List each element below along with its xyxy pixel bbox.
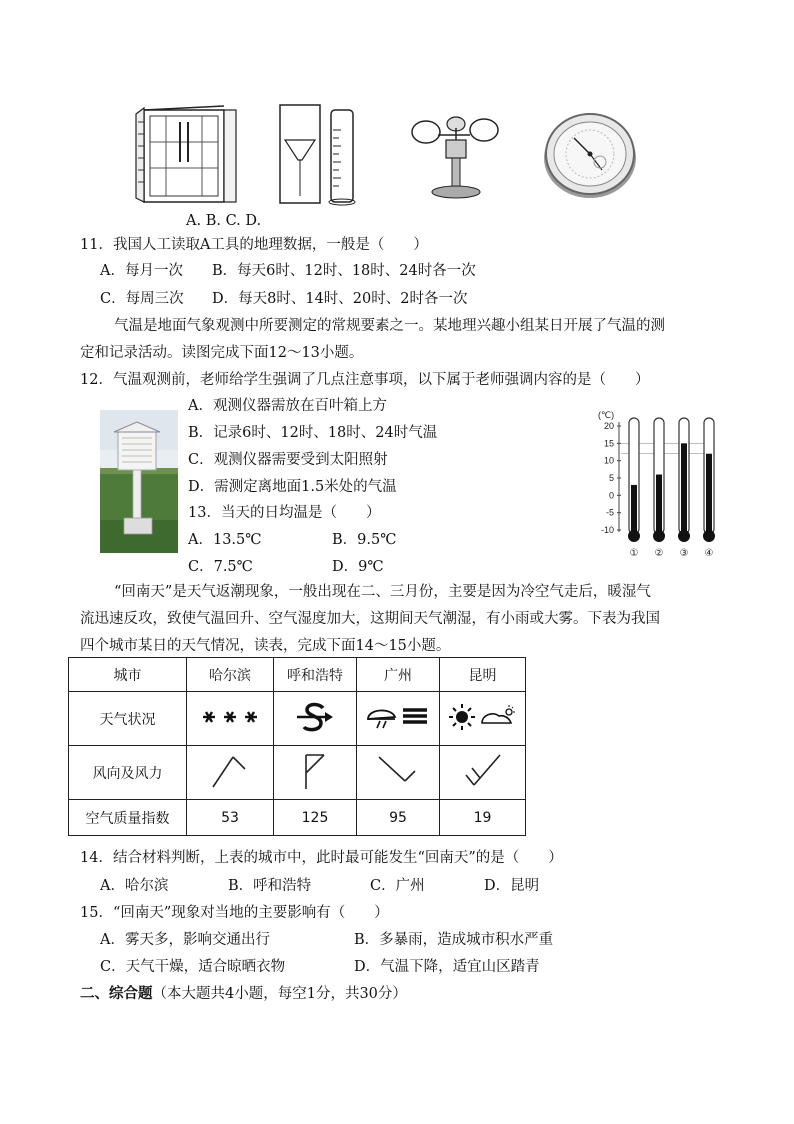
q13-option-d: D．9℃ <box>332 559 384 575</box>
thermometer-chart <box>592 408 727 560</box>
thermo-tick-label: 20 <box>603 421 614 431</box>
q13-option-a: A．13.5℃ <box>188 532 262 548</box>
q15-stem: 15．“回南天”现象对当地的主要影响有（ ） <box>80 905 389 921</box>
q13-stem: 13．当天的日均温是（ ） <box>188 505 381 521</box>
thermo-tick-label: -10 <box>600 525 614 535</box>
q14-option-a: A．哈尔滨 <box>100 878 169 894</box>
thermo-tick-label: 10 <box>603 455 614 466</box>
q11-option-c: C．每周三次 <box>100 291 184 307</box>
thermometer-label: ③ <box>679 548 689 559</box>
wind-barb-icon <box>290 751 340 791</box>
header-city: 城市 <box>69 658 187 692</box>
wind-barb-icon <box>458 751 508 791</box>
stevenson-screen-photo <box>100 410 178 553</box>
wind-barb-icon <box>205 751 255 791</box>
hohhot-wind-cell <box>274 746 357 800</box>
q11-option-d: D．每天8时、14时、20时、2时各一次 <box>212 291 468 307</box>
intro-14-15-line1: “回南天”是天气返潮现象，一般出现在二、三月份，主要是因为冷空气走后，暖湿气 <box>114 584 651 600</box>
table-header-row <box>69 658 526 692</box>
q13-option-b: B．9.5℃ <box>332 532 397 548</box>
q14-option-b: B．呼和浩特 <box>228 878 312 894</box>
aqi-hohhot: 125 <box>274 800 357 836</box>
fog-light-rain-icon <box>365 704 431 730</box>
thermo-tick-label: 0 <box>608 490 614 501</box>
thermometer-bulb <box>628 530 640 542</box>
row-label-wind: 风向及风力 <box>69 746 187 800</box>
kunming-wind-cell <box>440 746 526 800</box>
header-kunming: 昆明 <box>440 658 526 692</box>
thermometer-label: ② <box>654 548 664 559</box>
intro-12-13-line2: 定和记录活动。读图完成下面12～13小题。 <box>80 345 364 361</box>
sunny-to-partly-cloudy-icon <box>449 703 517 731</box>
guangzhou-wind-cell <box>357 746 440 800</box>
thermometer-column <box>706 454 712 534</box>
instrument-option-labels: A. B. C. D. <box>186 213 262 229</box>
q15-option-d: D．气温下降，适宜山区踏青 <box>354 959 540 975</box>
thermometer-column <box>656 475 662 534</box>
section-2-note: （本大题共4小题，每空1分，共30分） <box>152 986 407 1002</box>
thermo-tick-label: 15 <box>603 438 614 449</box>
table-row-wind <box>69 746 526 800</box>
q14-option-c: C．广州 <box>370 878 425 894</box>
q15-option-b: B．多暴雨，造成城市积水严重 <box>354 932 554 948</box>
snow-symbol-icon <box>199 707 261 727</box>
intro-14-15-line2: 流迅速反攻，致使气温回升、空气湿度加大，这期间天气潮湿，有小雨或大雾。下表为我国 <box>80 611 660 627</box>
q14-stem: 14．结合材料判断，上表的城市中，此时最可能发生“回南天”的是（ ） <box>80 850 563 866</box>
q12-stem: 12．气温观测前，老师给学生强调了几点注意事项，以下属于老师强调内容的是（ ） <box>80 372 650 388</box>
thermo-tick-label: -5 <box>605 507 614 518</box>
sandstorm-symbol-icon <box>295 700 335 734</box>
q15-option-a: A．雾天多，影响交通出行 <box>100 932 270 948</box>
harbin-weather-cell <box>187 692 274 746</box>
guangzhou-weather-cell <box>357 692 440 746</box>
header-hohhot: 呼和浩特 <box>274 658 357 692</box>
aqi-guangzhou: 95 <box>357 800 440 836</box>
instrument-d-barometer <box>540 104 640 202</box>
q12-option-b: B．记录6时、12时、18时、24时气温 <box>188 425 438 441</box>
q11-option-b: B．每天6时、12时、18时、24时各一次 <box>212 263 476 279</box>
row-label-aqi: 空气质量指数 <box>69 800 187 836</box>
q13-option-c: C．7.5℃ <box>188 559 253 575</box>
q11-option-a: A．每月一次 <box>100 263 183 279</box>
weather-table <box>68 657 526 836</box>
table-row-weather <box>69 692 526 746</box>
hohhot-weather-cell <box>274 692 357 746</box>
thermo-unit: (℃) <box>598 410 615 420</box>
thermometer-bulb <box>653 530 665 542</box>
thermometer-bulb <box>703 530 715 542</box>
q12-option-c: C．观测仪器需要受到太阳照射 <box>188 452 388 468</box>
instrument-c-anemometer <box>408 110 508 202</box>
thermometer-label: ④ <box>704 548 714 559</box>
header-harbin: 哈尔滨 <box>187 658 274 692</box>
instrument-figure <box>125 100 645 210</box>
q12-option-a: A．观测仪器需放在百叶箱上方 <box>188 398 387 414</box>
thermometer-column <box>631 485 637 534</box>
harbin-wind-cell <box>187 746 274 800</box>
section-2-heading <box>80 984 407 1004</box>
instrument-a-stevenson-screen <box>130 102 240 208</box>
q12-option-d: D．需测定离地面1.5米处的气温 <box>188 479 397 495</box>
intro-12-13-line1: 气温是地面气象观测中所要测定的常规要素之一。某地理兴趣小组某日开展了气温的测 <box>114 318 665 334</box>
header-guangzhou: 广州 <box>357 658 440 692</box>
aqi-harbin: 53 <box>187 800 274 836</box>
q14-option-d: D．昆明 <box>484 878 540 894</box>
instrument-b-rain-gauge <box>275 100 370 210</box>
thermometer-label: ① <box>629 548 639 559</box>
thermometer-column <box>681 443 687 534</box>
thermometer-bulb <box>678 530 690 542</box>
q11-stem: 11．我国人工读取A工具的地理数据，一般是（ ） <box>80 237 428 253</box>
table-row-aqi <box>69 800 526 836</box>
intro-14-15-line3: 四个城市某日的天气情况，读表，完成下面14～15小题。 <box>80 638 451 654</box>
q15-option-c: C．天气干燥，适合晾晒衣物 <box>100 959 286 975</box>
section-2-title: 二、综合题 <box>80 985 153 1002</box>
wind-barb-icon <box>373 751 423 791</box>
row-label-weather: 天气状况 <box>69 692 187 746</box>
thermo-tick-label: 5 <box>608 473 614 483</box>
kunming-weather-cell <box>440 692 526 746</box>
aqi-kunming: 19 <box>440 800 526 836</box>
